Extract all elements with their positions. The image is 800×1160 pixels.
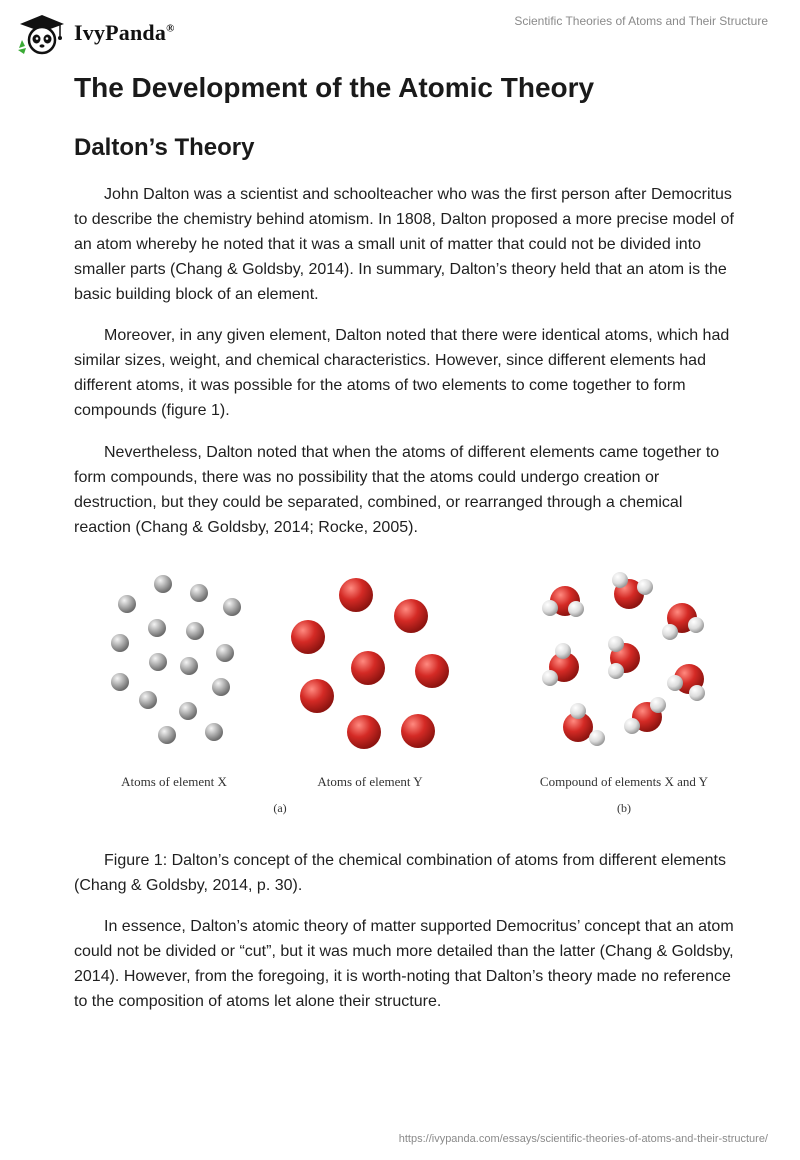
paragraph: Nevertheless, Dalton noted that when the atoms of different elements came together to form compounds, there was no possibility that the atoms could undergo creation or destruction, but they could be separated, combined, or rearranged through a chemical reaction (Chang & Goldsby, 2014; Rocke, 2005). [74,444,720,536]
element-x-atoms [111,575,241,744]
label-element-y: Atoms of element Y [317,774,423,789]
paragraph: Moreover, in any given element, Dalton noted that there were identical atoms, which had similar sizes, weight, and chemical characteristics. However, since different elements had different atoms, it was possible for the atoms of two elements to come together to form compounds (figure 1). [74,327,730,419]
dalton-atoms-figure [104,560,720,828]
section-heading: Dalton’s Theory [74,134,255,161]
page-title: The Development of the Atomic Theory [74,72,595,103]
panel-label-a: (a) [273,801,287,815]
panda-logo-icon [16,10,68,56]
paragraph: In essence, Dalton’s atomic theory of matter supported Democritus’ concept that an atom could not be divided or “cut”, but it was much more detailed than the latter (Chang & Goldsby, 2014). However, from the foregoing, it is worth-noting that Dalton’s theory made no reference to the composition of atoms let alone their structure. [74,918,734,1010]
panel-label-b: (b) [617,801,631,815]
label-element-x: Atoms of element X [121,774,227,789]
brand-logo[interactable] [16,10,216,56]
paragraph: John Dalton was a scientist and schoolteacher who was the first person after Democritus to describe the chemistry behind atomism. In 1808, Dalton proposed a more precise model of an atom whereby he noted that it was a small unit of matter that could not be divided into smaller parts (Chang & Goldsby, 2014). In summary, Dalton’s theory held that an atom is the basic building block of an element. [74,186,734,303]
figure-caption: Figure 1: Dalton’s concept of the chemical combination of atoms from different elements (Chang & Goldsby, 2014, p. 30). [74,852,726,894]
source-url[interactable]: https://ivypanda.com/essays/scientific-theories-of-atoms-and-their-structure/ [398,1133,768,1145]
document-title: Scientific Theories of Atoms and Their Structure [514,14,768,28]
element-y-atoms [291,578,449,749]
compound-molecules [542,572,705,746]
brand-name: IvyPanda® [74,20,175,45]
label-compound: Compound of elements X and Y [539,774,709,789]
